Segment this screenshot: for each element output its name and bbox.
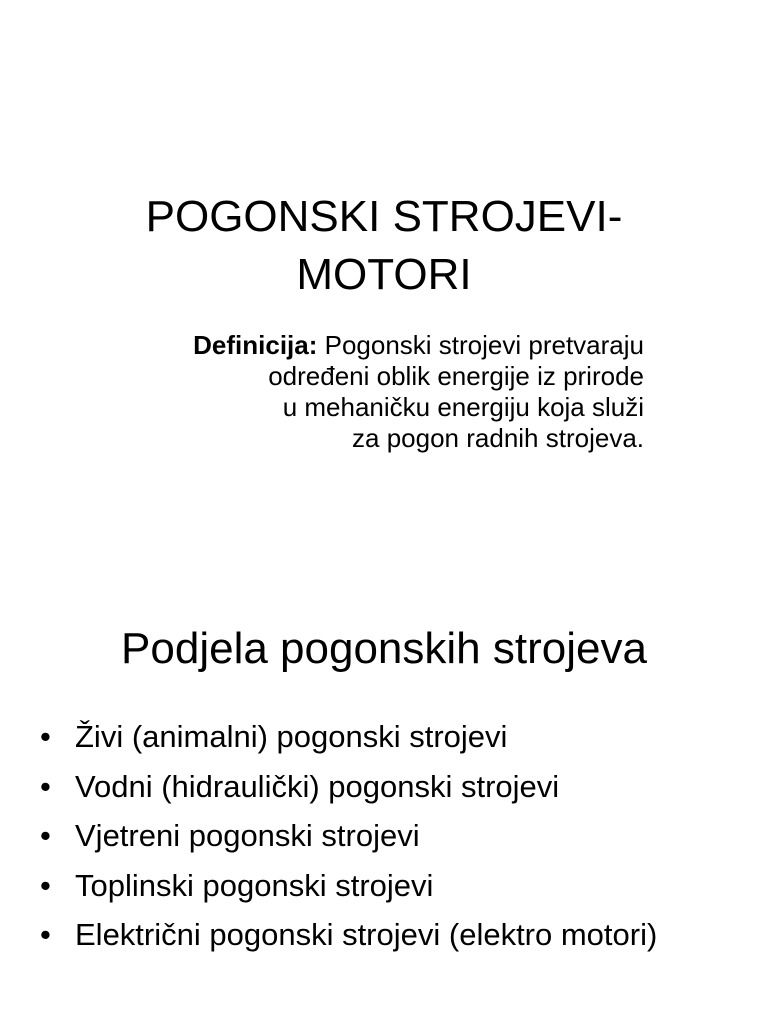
list-item-text: Vodni (hidraulički) pogonski strojevi bbox=[75, 768, 560, 804]
definition-first-line: Pogonski strojevi pretvaraju bbox=[317, 330, 644, 360]
bullet-icon: • bbox=[40, 768, 51, 804]
list-item-text: Vjetreni pogonski strojevi bbox=[75, 818, 420, 853]
slide-2-title: Podjela pogonskih strojeva bbox=[121, 624, 647, 673]
slide-2 bbox=[0, 512, 768, 1024]
definition-text bbox=[84, 330, 644, 454]
bullet-icon: • bbox=[40, 818, 51, 853]
definition-line-4: za pogon radnih strojeva. bbox=[352, 423, 644, 453]
list-item-text: Živi (animalni) pogonski strojevi bbox=[75, 719, 508, 754]
bullet-icon: • bbox=[40, 917, 51, 952]
definition-line-2: određeni oblik energije iz prirode bbox=[268, 361, 644, 391]
definition-line-1 bbox=[84, 330, 644, 361]
engine-types-list bbox=[40, 712, 760, 960]
bullet-icon: • bbox=[40, 867, 51, 903]
list-item bbox=[40, 762, 760, 812]
definition-line-3: u mehaničku energiju koja služi bbox=[282, 392, 644, 422]
list-item-text: Električni pogonski strojevi (elektro motori) bbox=[75, 917, 658, 952]
slide-1-title bbox=[0, 188, 768, 304]
definition-label: Definicija: bbox=[193, 330, 318, 360]
bullet-icon: • bbox=[40, 719, 51, 754]
list-item bbox=[40, 712, 760, 762]
title-line-1: POGONSKI STROJEVI- bbox=[145, 192, 623, 241]
title-line-2: MOTORI bbox=[296, 250, 472, 299]
list-item bbox=[40, 811, 760, 861]
list-item bbox=[40, 910, 760, 960]
list-item bbox=[40, 861, 760, 911]
list-item-text: Toplinski pogonski strojevi bbox=[75, 867, 434, 903]
